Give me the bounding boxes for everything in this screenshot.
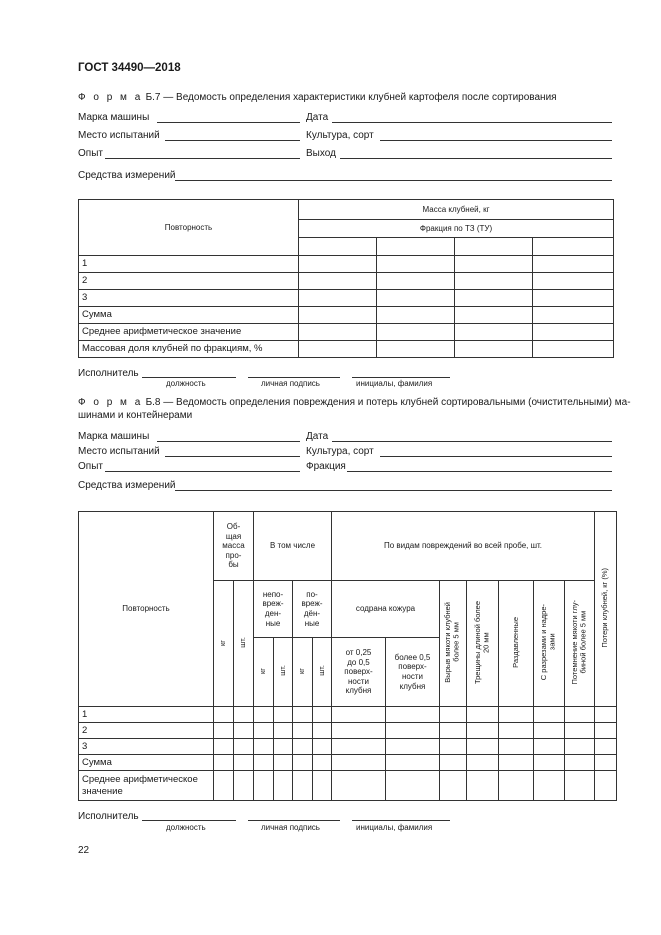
table-row [79,273,614,290]
b8-executor-label: Исполнитель [78,811,139,822]
b8-signature-line[interactable] [248,820,340,821]
b8-damaged-part: вреж- [301,599,323,609]
b8-dark-part: Потемнение мякоти глу- [569,599,579,685]
b8-cell[interactable] [293,739,313,755]
b7-cell[interactable] [533,324,614,341]
b8-col-dark [565,581,595,707]
b7-tools-line[interactable] [175,180,612,181]
b8-col-including: В том числе [254,512,332,581]
b8-col-pcs-text: шт. [238,636,248,648]
b8-pulp-part: Вырыв мякоти клубней [443,601,453,683]
b8-cell[interactable] [499,771,534,801]
b8-cell[interactable] [467,707,499,723]
b8-col-total-mass [214,512,254,581]
b7-row-label: Массовая доля клубней по фракциям, % [79,341,299,358]
b8-cell[interactable] [565,755,595,771]
b7-cell[interactable] [299,307,377,324]
b7-machine-line[interactable] [157,122,300,123]
b8-undamaged-kg-text: кг [258,668,268,675]
b8-crop-line[interactable] [380,456,612,457]
b7-col-fraction: Фракция по ТЗ (ТУ) [299,220,614,238]
b8-cell[interactable] [332,755,386,771]
b7-col-mass: Масса клубней, кг [299,200,614,220]
b8-damaged-part: по- [306,589,318,599]
b8-cell[interactable] [313,755,332,771]
b8-undamaged-kg [254,638,274,707]
b8-name-line[interactable] [352,820,450,821]
b8-signature-caption: личная подпись [261,823,320,832]
b7-cell[interactable] [377,273,455,290]
b8-cracks-part: 20 мм [481,631,491,653]
b7-cell[interactable] [299,290,377,307]
b8-cell[interactable] [254,771,274,801]
b8-undamaged-part: вреж- [262,599,284,609]
b8-col-kg-text: кг [218,639,228,646]
b8-cell[interactable] [214,723,234,739]
b8-cell[interactable] [214,739,234,755]
page-number: 22 [78,845,90,856]
b7-date-line[interactable] [332,122,612,123]
b8-col-pcs [234,581,254,707]
b7-cell[interactable] [377,341,455,358]
b7-col-repeat: Повторность [79,200,299,256]
b7-cell[interactable] [377,256,455,273]
b8-cell[interactable] [274,771,293,801]
b7-crop-line[interactable] [380,140,612,141]
form-b8-caption-text: Б.8 — Ведомость определения повреждения и потерь клубней сортировальными (очистительными) ма- [145,397,631,408]
b8-position-caption: должность [166,823,206,832]
b8-cell[interactable] [274,707,293,723]
b8-cell[interactable] [499,739,534,755]
b7-cell[interactable] [377,290,455,307]
b8-col-kg [214,581,234,707]
b8-cell[interactable] [293,723,313,739]
b8-cell[interactable] [313,723,332,739]
b8-cell[interactable] [214,771,234,801]
b8-undamaged-pcs-text: шт. [277,665,287,677]
b7-cell[interactable] [299,273,377,290]
b7-test-label: Опыт [78,148,103,159]
b8-total-mass-part: бы [228,560,239,570]
b8-cell[interactable] [467,755,499,771]
b8-col-cracks [467,581,499,707]
b8-col-crushed [499,581,534,707]
form-b7-caption-text: Б.7 — Ведомость определения характеристики клубней картофеля после сортирования [145,92,557,103]
b8-date-label: Дата [306,431,329,442]
b7-row-label: Среднее арифметическое значение [79,324,299,341]
b8-cell[interactable] [595,771,617,801]
b8-cell[interactable] [386,755,440,771]
b7-cell[interactable] [299,256,377,273]
table-row [79,739,617,755]
form-b8-caption-word: Ф о р м а [78,397,143,408]
b8-damaged-part: ные [304,618,320,628]
b8-tools-line[interactable] [175,490,612,491]
b7-cell[interactable] [455,290,533,307]
b8-damaged-part: дён- [303,609,321,618]
b7-cell[interactable] [455,324,533,341]
b8-cell[interactable] [386,707,440,723]
b8-cell[interactable] [332,723,386,739]
b8-cell[interactable] [313,739,332,755]
b8-cell[interactable] [254,755,274,771]
b7-crop-label: Культура, сорт [306,130,374,141]
table-row [79,256,614,273]
b8-cell[interactable] [499,707,534,723]
b8-col-repeat: Повторность [79,512,214,707]
b8-col-undamaged [254,581,293,638]
b7-output-label: Выход [306,148,336,159]
table-row [79,771,617,801]
b7-row-label: 3 [79,290,299,307]
b8-col-cuts-text [540,604,557,680]
b7-test-line[interactable] [105,158,300,159]
b8-cell[interactable] [293,707,313,723]
b8-col-skin: содрана кожура [332,581,440,638]
form-b7-caption-word: Ф о р м а [78,92,143,103]
form-b7-caption [78,92,557,103]
b8-damaged-pcs-text: шт. [316,665,326,677]
b8-damaged-kg-text: кг [297,668,307,675]
b7-cell[interactable] [533,256,614,273]
b8-col-pulp-text [444,602,461,683]
b8-cell[interactable] [467,739,499,755]
b8-crop-label: Культура, сорт [306,446,374,457]
b8-fraction-line[interactable] [347,471,612,472]
b8-skin-b-part: более 0,5 [394,652,431,662]
b8-col-damaged [293,581,332,638]
b8-col-skin-a [332,638,386,707]
b8-cell[interactable] [274,755,293,771]
b8-col-dark-text [571,600,588,684]
b7-cell[interactable] [533,307,614,324]
table-row [79,341,614,358]
b8-pulp-part: более 5 мм [452,622,461,663]
b8-cell[interactable] [534,739,565,755]
b8-row-label: Среднее арифметическое значение [79,771,214,801]
b8-cell[interactable] [332,707,386,723]
b7-fraction-cell[interactable] [377,238,455,256]
b8-col-pulp [440,581,467,707]
b7-name-caption: инициалы, фамилия [356,379,433,388]
b8-cell[interactable] [565,739,595,755]
b8-test-line[interactable] [105,471,300,472]
b8-table [78,511,617,801]
b7-position-line[interactable] [142,377,236,378]
table-row [79,324,614,341]
table-row [79,707,617,723]
document-header: ГОСТ 34490—2018 [78,62,181,74]
b7-signature-line[interactable] [248,377,340,378]
b8-date-line[interactable] [332,441,612,442]
b7-cell[interactable] [299,341,377,358]
b7-row-label: Сумма [79,307,299,324]
b7-fraction-cell[interactable] [299,238,377,256]
b7-cell[interactable] [377,324,455,341]
b8-damaged-pcs [313,638,332,707]
b8-cell[interactable] [274,739,293,755]
b7-cell[interactable] [455,307,533,324]
b8-col-crushed-text: Раздавленные [510,616,520,668]
b8-place-line[interactable] [165,456,300,457]
b8-cell[interactable] [534,755,565,771]
b8-cell[interactable] [534,723,565,739]
b8-test-label: Опыт [78,461,103,472]
b7-position-caption: должность [166,379,206,388]
b8-undamaged-part: ден- [264,609,282,618]
b8-cell[interactable] [499,755,534,771]
b8-skin-b-part: поверх- [398,662,427,672]
b7-cell[interactable] [533,341,614,358]
b7-cell[interactable] [377,307,455,324]
table-row [79,290,614,307]
b8-cell[interactable] [234,755,254,771]
b8-cell[interactable] [440,739,467,755]
b8-cell[interactable] [293,755,313,771]
b7-table [78,199,614,358]
b8-cell[interactable] [565,707,595,723]
b8-cell[interactable] [274,723,293,739]
b8-cell[interactable] [313,771,332,801]
b8-skin-b-part: ности [402,672,423,681]
b8-total-mass-part: масса [222,541,245,551]
b8-skin-a-part: клубня [345,686,372,696]
b8-row-label: 1 [79,707,214,723]
b8-cell[interactable] [313,707,332,723]
b8-cell[interactable] [534,707,565,723]
b8-cuts-part: зами [548,633,557,651]
b8-damaged-kg [293,638,313,707]
b8-cell[interactable] [386,771,440,801]
b8-cell[interactable] [595,723,617,739]
b8-cell[interactable] [234,723,254,739]
b8-machine-line[interactable] [157,441,300,442]
b8-row-label: 3 [79,739,214,755]
b7-machine-label: Марка машины [78,112,150,123]
b8-cell[interactable] [254,723,274,739]
b8-skin-b-part: клубня [399,681,426,691]
b7-signature-caption: личная подпись [261,379,320,388]
b7-row-label: 1 [79,256,299,273]
b8-cell[interactable] [595,755,617,771]
b7-place-label: Место испытаний [78,130,160,141]
b8-cell[interactable] [254,707,274,723]
b8-cell[interactable] [234,707,254,723]
b7-cell[interactable] [455,256,533,273]
b8-cell[interactable] [440,723,467,739]
b8-col-loss [595,512,617,707]
b8-cell[interactable] [534,771,565,801]
b8-undamaged-part: ные [265,618,281,628]
b7-row-label: 2 [79,273,299,290]
b8-cell[interactable] [595,739,617,755]
b7-executor-label: Исполнитель [78,368,139,379]
b8-skin-a-part: ности [348,676,369,686]
b8-cell[interactable] [386,739,440,755]
b7-tools-label: Средства измерений [78,170,176,181]
form-b8-caption [78,397,631,408]
b8-cell[interactable] [467,771,499,801]
b7-date-label: Дата [306,112,329,123]
b8-total-mass-part: про- [225,550,242,560]
b8-col-by-type: По видам повреждений во всей пробе, шт. [332,512,595,581]
b8-cell[interactable] [234,739,254,755]
b7-cell[interactable] [455,273,533,290]
b7-cell[interactable] [533,273,614,290]
b8-row-label: Сумма [79,755,214,771]
b8-cell[interactable] [595,707,617,723]
b8-place-label: Место испытаний [78,446,160,457]
b8-total-mass-part: щая [225,531,242,541]
b8-tools-label: Средства измерений [78,480,176,491]
b7-cell[interactable] [455,341,533,358]
b8-cell[interactable] [499,723,534,739]
table-row [79,307,614,324]
b8-undamaged-pcs [274,638,293,707]
b8-cell[interactable] [440,707,467,723]
b8-cell[interactable] [234,771,254,801]
b8-skin-a-part: поверх- [344,667,373,677]
b8-cell[interactable] [332,771,386,801]
b8-col-cuts [534,581,565,707]
b8-cracks-part: Трещины длиной более [472,600,482,684]
b8-fraction-label: Фракция [306,461,346,472]
b8-skin-a-part: от 0,25 [345,648,372,658]
b7-fraction-cell[interactable] [455,238,533,256]
b8-cell[interactable] [214,707,234,723]
b8-name-caption: инициалы, фамилия [356,823,433,832]
b8-machine-label: Марка машины [78,431,150,442]
b7-output-line[interactable] [340,158,612,159]
b8-cuts-part: С разрезами и надре- [539,604,549,681]
b8-cell[interactable] [565,771,595,801]
b8-cell[interactable] [214,755,234,771]
b8-cell[interactable] [467,723,499,739]
b8-cell[interactable] [332,739,386,755]
b8-cell[interactable] [440,755,467,771]
b8-col-cracks-text [474,601,491,684]
b8-cell[interactable] [386,723,440,739]
table-row [79,723,617,739]
b8-cell[interactable] [565,723,595,739]
table-row [79,755,617,771]
b8-skin-a-part: до 0,5 [347,657,370,667]
b8-total-mass-part: Об- [226,522,241,532]
b7-cell[interactable] [533,290,614,307]
b8-position-line[interactable] [142,820,236,821]
b7-fraction-cell[interactable] [533,238,614,256]
b7-name-line[interactable] [352,377,450,378]
b8-dark-part: биной более 5 мм [578,610,588,674]
b8-cell[interactable] [440,771,467,801]
form-b8-caption-line2: шинами и контейнерами [78,410,193,421]
b8-cell[interactable] [254,739,274,755]
b8-cell[interactable] [293,771,313,801]
b8-row-label: 2 [79,723,214,739]
b8-undamaged-part: непо- [262,589,284,599]
b8-col-skin-b [386,638,440,707]
b7-cell[interactable] [299,324,377,341]
b7-place-line[interactable] [165,140,300,141]
b8-col-loss-text: Потери клубней, кг (%) [600,567,610,648]
